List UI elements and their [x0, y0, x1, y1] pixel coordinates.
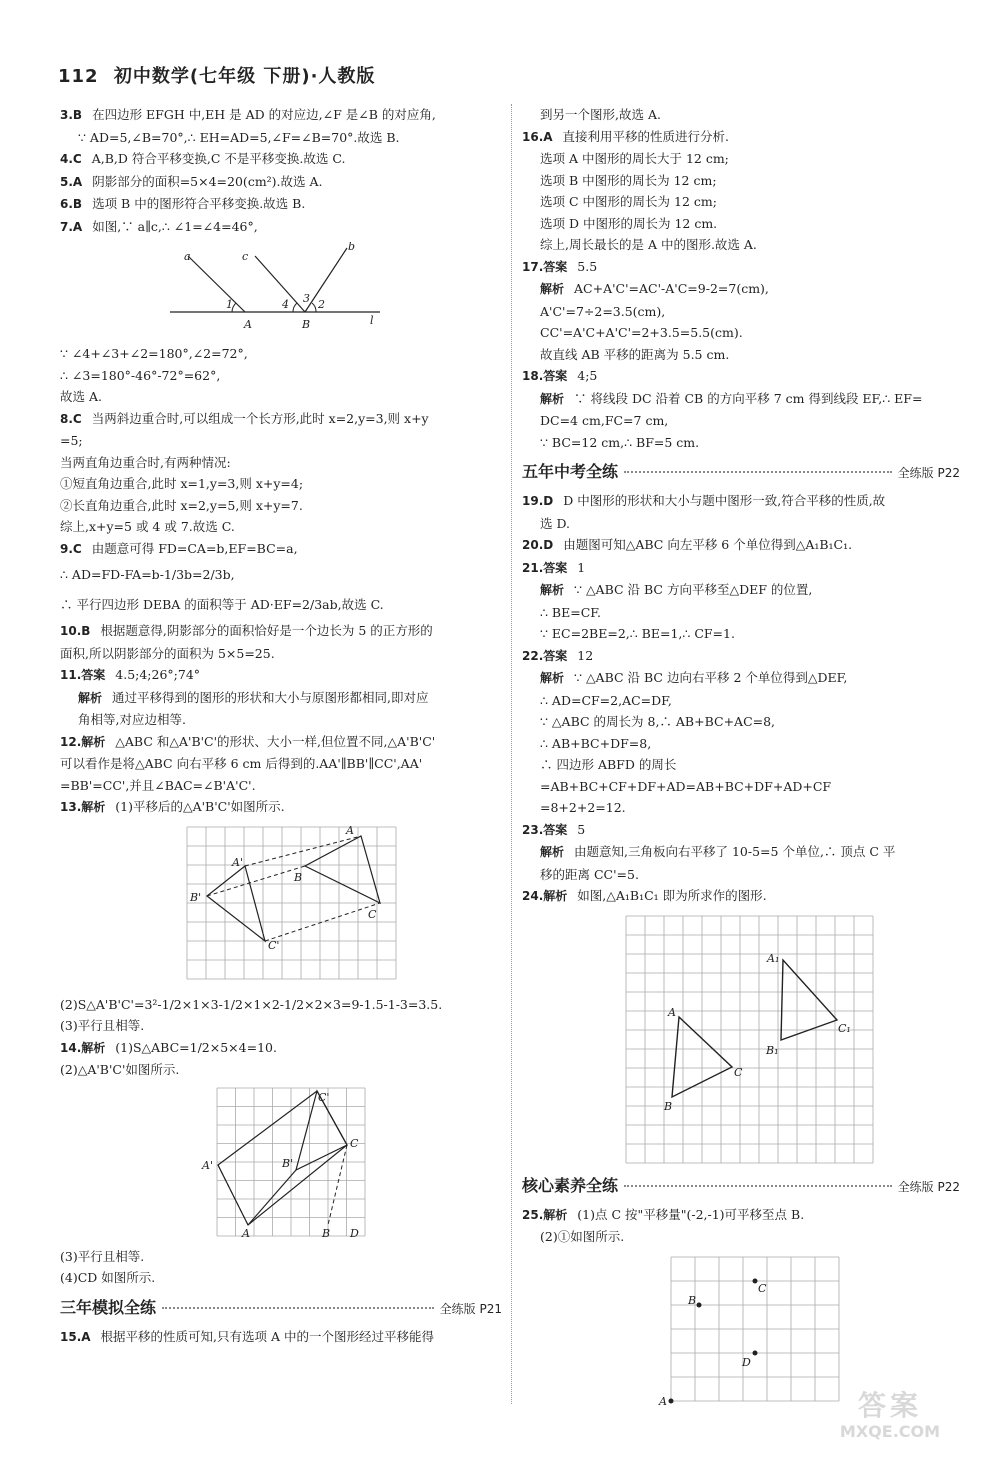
label-C: C [368, 907, 377, 921]
answer-24: 24.解析 如图,△A₁B₁C₁ 即为所求作的图形. [522, 888, 767, 903]
label-C1: C₁ [838, 1021, 851, 1035]
answer-16-line5: 选项 D 中图形的周长为 12 cm. [540, 215, 718, 231]
section-three-year-mock: 三年模拟全练 全练版 P21 [60, 1297, 502, 1317]
answer-22-line3: ∵ △ABC 的周长为 8,∴ AB+BC+AC=8, [540, 714, 776, 729]
answer-8-line5: ②长直角边重合,此时 x=2,y=5,则 x+y=7. [60, 497, 303, 513]
label-A: A [659, 1394, 667, 1408]
answer-18: 18.答案 4;5 [522, 368, 598, 383]
answer-21-explain: 解析 ∵ △ABC 沿 BC 方向平移至△DEF 的位置, [540, 582, 813, 597]
answer-18-line3: ∵ BC=12 cm,∴ BF=5 cm. [540, 434, 700, 450]
answer-3-line2: ∵ AD=5,∠B=70°,∴ EH=AD=5,∠F=∠B=70°.故选 B. [78, 129, 400, 145]
label-c: c [242, 250, 249, 263]
label-C-prime: C' [268, 938, 280, 952]
answer-21-line3: ∵ EC=2BE=2,∴ BE=1,∴ CF=1. [540, 626, 735, 641]
answer-22-explain: 解析 ∵ △ABC 沿 BC 边向右平移 2 个单位得到△DEF, [540, 670, 848, 685]
answer-9-line2: ∴ AD=FD-FA=b-1/3b=2/3b, [60, 567, 235, 582]
answer-12-line2: 可以看作是将△ABC 向右平移 6 cm 后得到的.AA'∥BB'∥CC',AA' [60, 756, 423, 771]
answer-22: 22.答案 12 [522, 647, 594, 663]
label-B: B [688, 1293, 697, 1307]
book-title: 初中数学(七年级 下册)·人教版 [113, 66, 376, 87]
answer-8: 8.C 当两斜边重合时,可以组成一个长方形,此时 x=2,y=3,则 x+y [60, 410, 429, 426]
answer-13-line2: (2)S△A'B'C'=3²-1/2×1×3-1/2×1×2-1/2×2×3=9-1.5-1-3=3.5. [60, 996, 443, 1012]
answer-15: 15.A 根据平移的性质可知,只有选项 A 中的一个图形经过平移能得 [60, 1328, 434, 1344]
label-2: 2 [318, 298, 325, 311]
answer-7: 7.A 如图,∵ a∥c,∴ ∠1=∠4=46°, [60, 218, 258, 234]
answer-17: 17.答案 5.5 [522, 258, 598, 274]
answer-6: 6.B 选项 B 中的图形符合平移变换.故选 B. [60, 196, 306, 211]
answer-25-line2: (2)①如图所示. [540, 1229, 625, 1244]
answer-23-explain: 解析 由题意知,三角板向右平移了 10-5=5 个单位,∴ 顶点 C 平 [540, 844, 896, 859]
answer-13: 13.解析 (1)平移后的△A'B'C'如图所示. [60, 799, 285, 814]
answer-16-line2: 选项 A 中图形的周长大于 12 cm; [540, 151, 729, 166]
column-divider [511, 104, 512, 1404]
point-D [753, 1350, 758, 1355]
section-five-year-exam: 五年中考全练 全练版 P22 [522, 462, 960, 481]
answer-17-line2: A'C'=7÷2=3.5(cm), [540, 303, 666, 319]
label-A1: A₁ [767, 951, 780, 965]
figure-14-grid [60, 1085, 502, 1240]
answer-22-line4: ∴ AB+BC+DF=8, [540, 735, 652, 751]
label-l: l [370, 314, 374, 327]
label-D: D [742, 1355, 751, 1369]
answer-25: 25.解析 (1)点 C 按"平移量"(-2,-1)可平移至点 B. [522, 1206, 805, 1222]
watermark-logo: 答案 MXQE.COM [839, 1389, 941, 1441]
answer-18-line2: DC=4 cm,FC=7 cm, [540, 413, 669, 428]
answer-15-cont: 到另一个图形,故选 A. [540, 107, 661, 122]
answer-8-line4: ①短直角边重合,此时 x=1,y=3,则 x+y=4; [60, 476, 304, 491]
answer-19-line2: 选 D. [540, 515, 571, 531]
answer-3: 3.B 在四边形 EFGH 中,EH 是 AD 的对应边,∠F 是∠B 的对应角, [60, 107, 436, 122]
answer-7-line3: ∴ ∠3=180°-46°-72°=62°, [60, 367, 221, 383]
answer-17-explain: 解析 AC+A'C'=AC'-A'C=9-2=7(cm), [540, 281, 769, 296]
figure-7-parallel-lines [60, 242, 502, 337]
left-column [60, 104, 502, 1348]
answer-22-line6: =8+2+2=12. [540, 800, 626, 815]
label-a: a [184, 250, 191, 263]
answer-17-line3: CC'=A'C+A'C'=2+3.5=5.5(cm). [540, 325, 743, 340]
page-header [58, 62, 375, 88]
answer-14: 14.解析 (1)S△ABC=1/2×5×4=10. [60, 1039, 277, 1055]
answer-22-line5: ∴ 四边形 ABFD 的周长=AB+BC+CF+DF+AD=AB+BC+DF+AD+CF [540, 757, 832, 794]
label-A-prime: A' [232, 855, 243, 869]
label-C: C [734, 1065, 743, 1079]
page-number: 112 [58, 66, 99, 87]
answer-18-explain: 解析 ∵ 将线段 DC 沿着 CB 的方向平移 7 cm 得到线段 EF,∴ EF= [540, 390, 923, 406]
answer-19: 19.D D 中图形的形状和大小与题中图形一致,符合平移的性质,故 [522, 493, 886, 508]
answer-9: 9.C 由题意可得 FD=CA=b,EF=BC=a, [60, 540, 298, 556]
answer-11-explain: 解析 通过平移得到的图形的形状和大小与原图形都相同,即对应 [78, 689, 429, 705]
answer-21: 21.答案 1 [522, 559, 586, 575]
label-C-prime: C' [318, 1090, 330, 1104]
figure-24-grid [522, 912, 960, 1167]
right-column [522, 104, 960, 1418]
answer-16-line4: 选项 C 中图形的周长为 12 cm; [540, 194, 717, 209]
answer-8-line3: 当两直角边重合时,有两种情况: [60, 454, 231, 470]
answer-23-line2: 移的距离 CC'=5. [540, 866, 639, 882]
answer-12-line3: =BB'=CC',并且∠BAC=∠B'A'C'. [60, 777, 256, 793]
answer-8-line6: 综上,x+y=5 或 4 或 7.故选 C. [60, 519, 235, 534]
label-D: D [350, 1226, 359, 1240]
answer-12: 12.解析 △ABC 和△A'B'C'的形状、大小一样,但位置不同,△A'B'C' [60, 733, 436, 749]
answer-9-line3: ∴ 平行四边形 DEBA 的面积等于 AD·EF=2/3ab,故选 C. [60, 597, 384, 612]
answer-8-line2: =5; [60, 433, 83, 448]
answer-7-line2: ∵ ∠4+∠3+∠2=180°,∠2=72°, [60, 346, 248, 361]
answer-17-line4: 故直线 AB 平移的距离为 5.5 cm. [540, 346, 730, 362]
answer-16: 16.A 直接利用平移的性质进行分析. [522, 128, 730, 144]
label-4: 4 [282, 298, 289, 311]
point-B [697, 1302, 702, 1307]
answer-10-line2: 面积,所以阴影部分的面积为 5×5=25. [60, 645, 275, 661]
label-B1: B₁ [766, 1043, 779, 1057]
label-A: A [668, 1005, 676, 1019]
label-B: B [322, 1226, 331, 1240]
label-b: b [348, 242, 356, 253]
answer-5: 5.A 阴影部分的面积=5×4=20(cm²).故选 A. [60, 173, 323, 189]
answer-14-line2: (2)△A'B'C'如图所示. [60, 1062, 180, 1077]
answer-14-line4: (4)CD 如图所示. [60, 1270, 156, 1285]
label-B: B [294, 870, 303, 884]
label-C: C [758, 1281, 767, 1295]
label-C: C [350, 1136, 359, 1150]
answer-14-line3: (3)平行且相等. [60, 1248, 145, 1264]
answer-20: 20.D 由题图可知△ABC 向左平移 6 个单位得到△A₁B₁C₁. [522, 537, 853, 552]
point-C [753, 1278, 758, 1283]
figure-13-grid [60, 823, 502, 988]
answer-11: 11.答案 4.5;4;26°;74° [60, 667, 201, 682]
answer-11-explain2: 角相等,对应边相等. [78, 712, 186, 727]
section-core-literacy: 核心素养全练 全练版 P22 [522, 1175, 960, 1195]
label-B-prime: B' [282, 1156, 294, 1170]
label-B-prime: B' [190, 890, 202, 904]
label-A-prime: A' [202, 1158, 213, 1172]
answer-22-line2: ∴ AD=CF=2,AC=DF, [540, 692, 672, 708]
point-A [669, 1398, 674, 1403]
label-A: A [242, 1226, 250, 1240]
label-1: 1 [226, 298, 233, 311]
label-3: 3 [303, 292, 310, 305]
answer-16-line3: 选项 B 中图形的周长为 12 cm; [540, 172, 717, 188]
label-B: B [664, 1099, 673, 1113]
label-A: A [346, 823, 354, 837]
answer-10: 10.B 根据题意得,阴影部分的面积恰好是一个边长为 5 的正方形的 [60, 623, 433, 638]
label-B: B [302, 318, 311, 331]
answer-21-line2: ∴ BE=CF. [540, 604, 601, 620]
answer-4: 4.C A,B,D 符合平移变换,C 不是平移变换.故选 C. [60, 151, 346, 166]
answer-7-line4: 故选 A. [60, 389, 102, 404]
answer-23: 23.答案 5 [522, 821, 586, 837]
figure-25-grid [522, 1252, 960, 1412]
answer-13-line3: (3)平行且相等. [60, 1018, 145, 1033]
label-A: A [244, 318, 252, 331]
answer-16-line6: 综上,周长最长的是 A 中的图形.故选 A. [540, 237, 757, 252]
